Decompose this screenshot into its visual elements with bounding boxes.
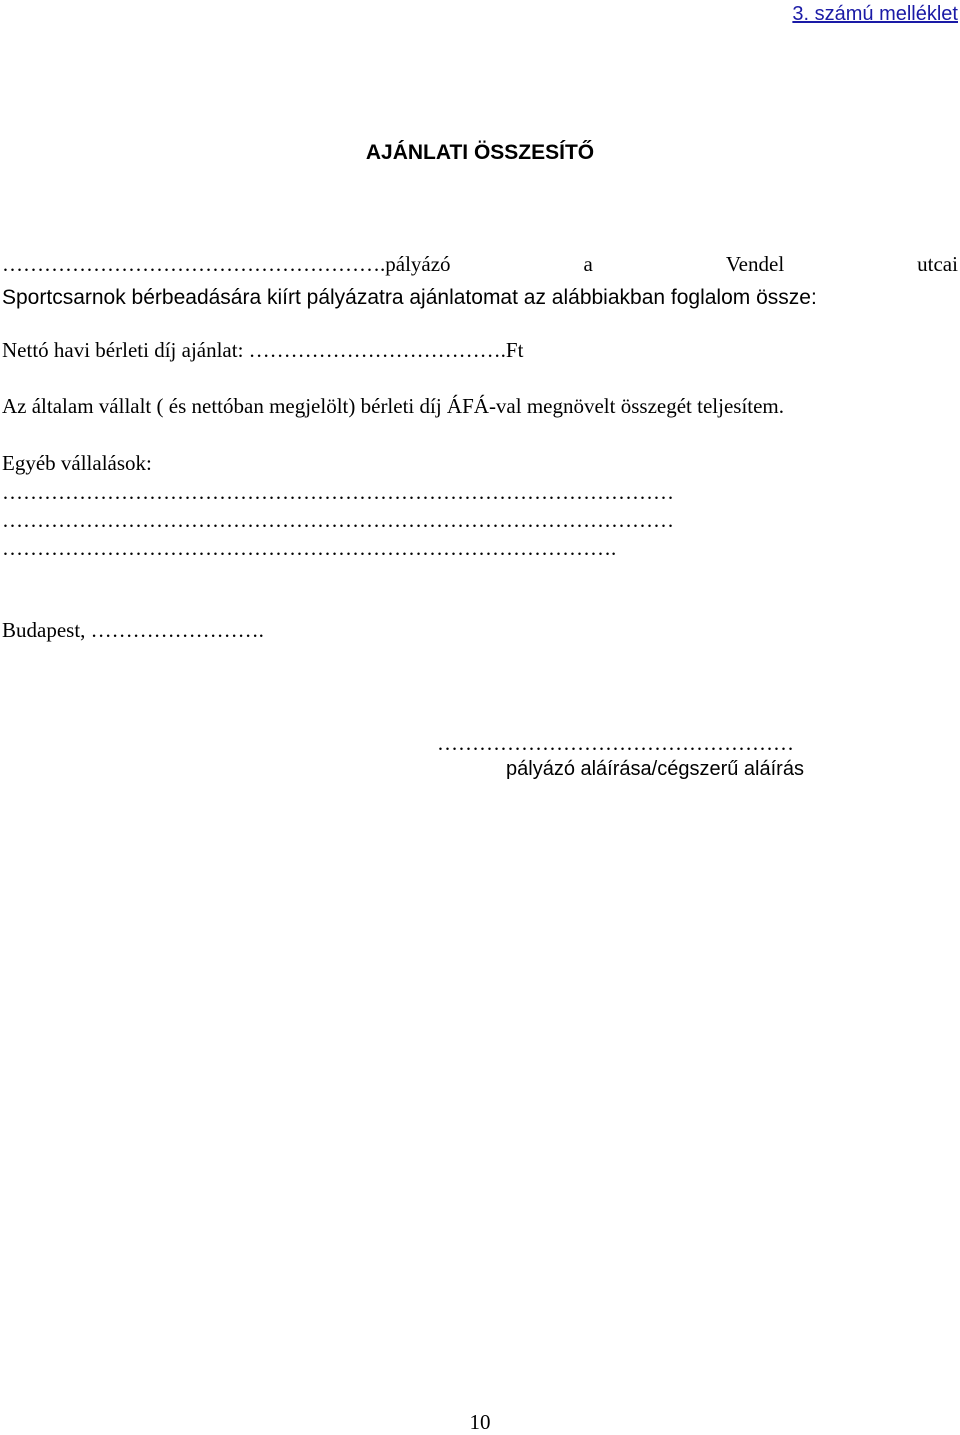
net-rent-offer-line: Nettó havi bérleti díj ajánlat: ……………………………….Ft <box>2 338 524 362</box>
annex-label-link[interactable]: 3. számú melléklet <box>792 3 958 25</box>
other-commitments-blank-1: …………………………………………………………………………………… <box>2 480 674 504</box>
place-date-line: Budapest, ……………………. <box>2 618 264 642</box>
commitment-statement: Az általam vállalt ( és nettóban megjelölt) bérleti díj ÁFÁ-val megnövelt összegét teljesítem. <box>2 394 785 418</box>
document-title: AJÁNLATI ÖSSZESÍTŐ <box>365 141 595 164</box>
other-commitments-blank-2: …………………………………………………………………………………… <box>2 508 674 532</box>
signature-label: pályázó aláírása/cégszerű aláírás <box>506 758 804 780</box>
signature-blank: …………………………………………… <box>437 731 794 755</box>
intro-word-vendel: Vendel <box>725 252 785 276</box>
applicant-name-blank: ……………………………………………….pályázó <box>2 252 451 276</box>
other-commitments-label: Egyéb vállalások: <box>2 451 152 475</box>
intro-line-1 <box>2 252 958 277</box>
other-commitments-blank-3: ……………………………………………………………………………. <box>2 536 617 560</box>
intro-word-utcai: utcai <box>917 252 958 276</box>
intro-word-a: a <box>583 252 593 276</box>
page-number: 10 <box>469 1410 491 1434</box>
intro-line-2: Sportcsarnok bérbeadására kiírt pályázatra ajánlatomat az alábbiakban foglalom össze: <box>2 286 817 309</box>
